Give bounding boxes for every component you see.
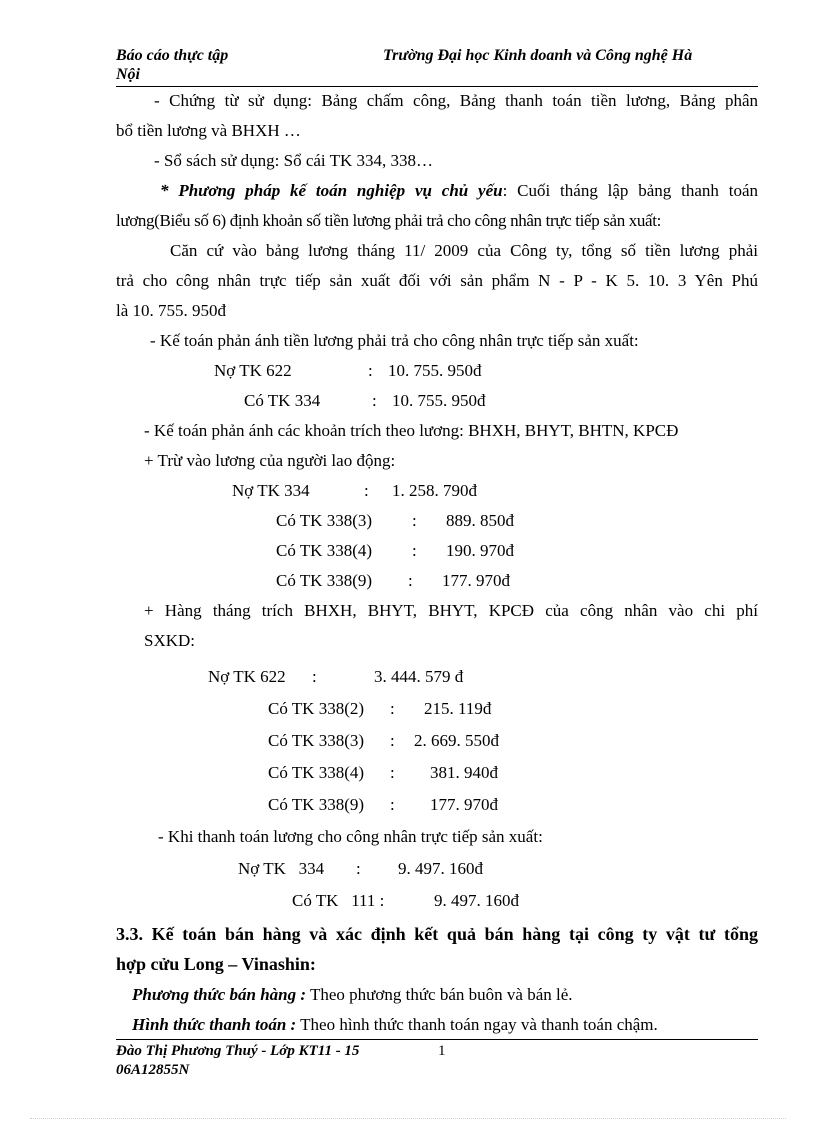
line-documents: - Chứng từ sử dụng: Bảng chấm công, Bảng thanh toán tiền lương, Bảng phân xyxy=(154,91,758,110)
line-basis-amount: là 10. 755. 950đ xyxy=(116,301,227,320)
header-rule xyxy=(116,86,758,87)
line-sales-method xyxy=(132,984,573,1006)
entry-credit-3384b-colon: : xyxy=(390,763,395,782)
page-edge-dots xyxy=(30,1118,786,1119)
entry-debit-334b-value: 9. 497. 160đ xyxy=(398,859,483,878)
entry-credit-3382-label: Có TK 338(2) xyxy=(268,699,365,718)
entry-credit-3389b-value: 177. 970đ xyxy=(430,795,498,814)
line-payment: - Khi thanh toán lương cho công nhân trực tiếp sản xuất: xyxy=(158,827,543,846)
entry-credit-3389b-label: Có TK 338(9) xyxy=(268,795,365,814)
page-number: 1 xyxy=(438,1043,446,1059)
entry-credit-3382-value: 215. 119đ xyxy=(424,699,492,718)
entry-debit-334-value: 1. 258. 790đ xyxy=(392,481,477,500)
header-right: Trường Đại học Kinh doanh và Công nghệ Hà xyxy=(383,47,693,64)
section-heading-cont: hợp cửu Long – Vinashin: xyxy=(116,954,316,974)
method-text: : Cuối tháng lập bảng thanh toán xyxy=(502,181,758,200)
line-method-cont: lương(Biểu số 6) định khoản số tiền lương phải trả cho công nhân trực tiếp sản xuất: xyxy=(116,211,661,230)
entry-credit-3383-label: Có TK 338(3) xyxy=(276,511,373,530)
entry-debit-622b-colon: : xyxy=(312,667,317,686)
line-deduct-employee: + Trừ vào lương của người lao động: xyxy=(144,451,396,470)
entry-credit-334-value: 10. 755. 950đ xyxy=(392,391,486,410)
line-method xyxy=(116,180,758,202)
entry-credit-334-label: Có TK 334 xyxy=(244,391,321,410)
entry-credit-3383b-label: Có TK 338(3) xyxy=(268,731,365,750)
entry-credit-3383-value: 889. 850đ xyxy=(446,511,514,530)
entry-debit-622-value: 10. 755. 950đ xyxy=(388,361,482,380)
line-basis: Căn cứ vào bảng lương tháng 11/ 2009 của Công ty, tổng số tiền lương phải xyxy=(170,241,758,260)
method-label: * Phương pháp kế toán nghiệp vụ chủ yếu xyxy=(160,181,503,200)
footer-rule xyxy=(116,1039,758,1040)
sales-method-label: Phương thức bán hàng : xyxy=(132,985,307,1004)
footer-student-id: 06A12855N xyxy=(116,1062,190,1078)
entry-credit-3389b-colon: : xyxy=(390,795,395,814)
entry-credit-3382-colon: : xyxy=(390,699,395,718)
header-left-continued: Nội xyxy=(116,66,140,83)
entry-credit-3384b-label: Có TK 338(4) xyxy=(268,763,365,782)
line-monthly-contrib-cont: SXKD: xyxy=(144,631,196,650)
entry-credit-3383b-colon: : xyxy=(390,731,395,750)
entry-credit-111-label: Có TK 111 : xyxy=(292,891,385,910)
entry-credit-3383-colon: : xyxy=(412,511,417,530)
entry-credit-3389-value: 177. 970đ xyxy=(442,571,510,590)
entry-debit-622-label: Nợ TK 622 xyxy=(214,361,292,380)
line-reflect-salary: - Kế toán phản ánh tiền lương phải trả cho công nhân trực tiếp sản xuất: xyxy=(150,331,639,350)
line-deductions: - Kế toán phản ánh các khoản trích theo lương: BHXH, BHYT, BHTN, KPCĐ xyxy=(144,421,679,440)
entry-credit-334-colon: : xyxy=(372,391,377,410)
entry-credit-3384-label: Có TK 338(4) xyxy=(276,541,373,560)
line-payment-method xyxy=(132,1014,658,1036)
line-books: - Sổ sách sử dụng: Sổ cái TK 334, 338… xyxy=(154,151,433,170)
entry-debit-334-colon: : xyxy=(364,481,369,500)
entry-debit-622-colon: : xyxy=(368,361,373,380)
entry-credit-3389-colon: : xyxy=(408,571,413,590)
entry-credit-3384b-value: 381. 940đ xyxy=(430,763,498,782)
payment-method-label: Hình thức thanh toán : xyxy=(132,1015,297,1034)
entry-credit-3389-label: Có TK 338(9) xyxy=(276,571,373,590)
line-documents-cont: bổ tiền lương và BHXH … xyxy=(116,121,301,140)
entry-credit-3384-colon: : xyxy=(412,541,417,560)
entry-credit-3384-value: 190. 970đ xyxy=(446,541,514,560)
line-monthly-contrib: + Hàng tháng trích BHXH, BHYT, BHYT, KPCĐ của công nhân vào chi phí xyxy=(144,601,758,620)
payment-method-text: Theo hình thức thanh toán ngay và thanh toán chậm. xyxy=(296,1015,658,1034)
entry-credit-111-value: 9. 497. 160đ xyxy=(434,891,519,910)
entry-debit-334b-label: Nợ TK 334 xyxy=(238,859,325,878)
entry-debit-622b-label: Nợ TK 622 xyxy=(208,667,286,686)
entry-debit-334b-colon: : xyxy=(356,859,361,878)
entry-debit-622b-value: 3. 444. 579 đ xyxy=(374,667,464,686)
line-basis-cont: trả cho công nhân trực tiếp sản xuất đối với sản phẩm N - P - K 5. 10. 3 Yên Phú xyxy=(116,271,758,290)
entry-debit-334-label: Nợ TK 334 xyxy=(232,481,310,500)
sales-method-text: Theo phương thức bán buôn và bán lẻ. xyxy=(306,985,573,1004)
footer-author: Đào Thị Phương Thuý - Lớp KT11 - 15 xyxy=(116,1043,360,1059)
entry-credit-3383b-value: 2. 669. 550đ xyxy=(414,731,499,750)
header-left: Báo cáo thực tập xyxy=(116,47,229,64)
section-heading: 3.3. Kế toán bán hàng và xác định kết quả bán hàng tại công ty vật tư tổng xyxy=(116,924,758,944)
